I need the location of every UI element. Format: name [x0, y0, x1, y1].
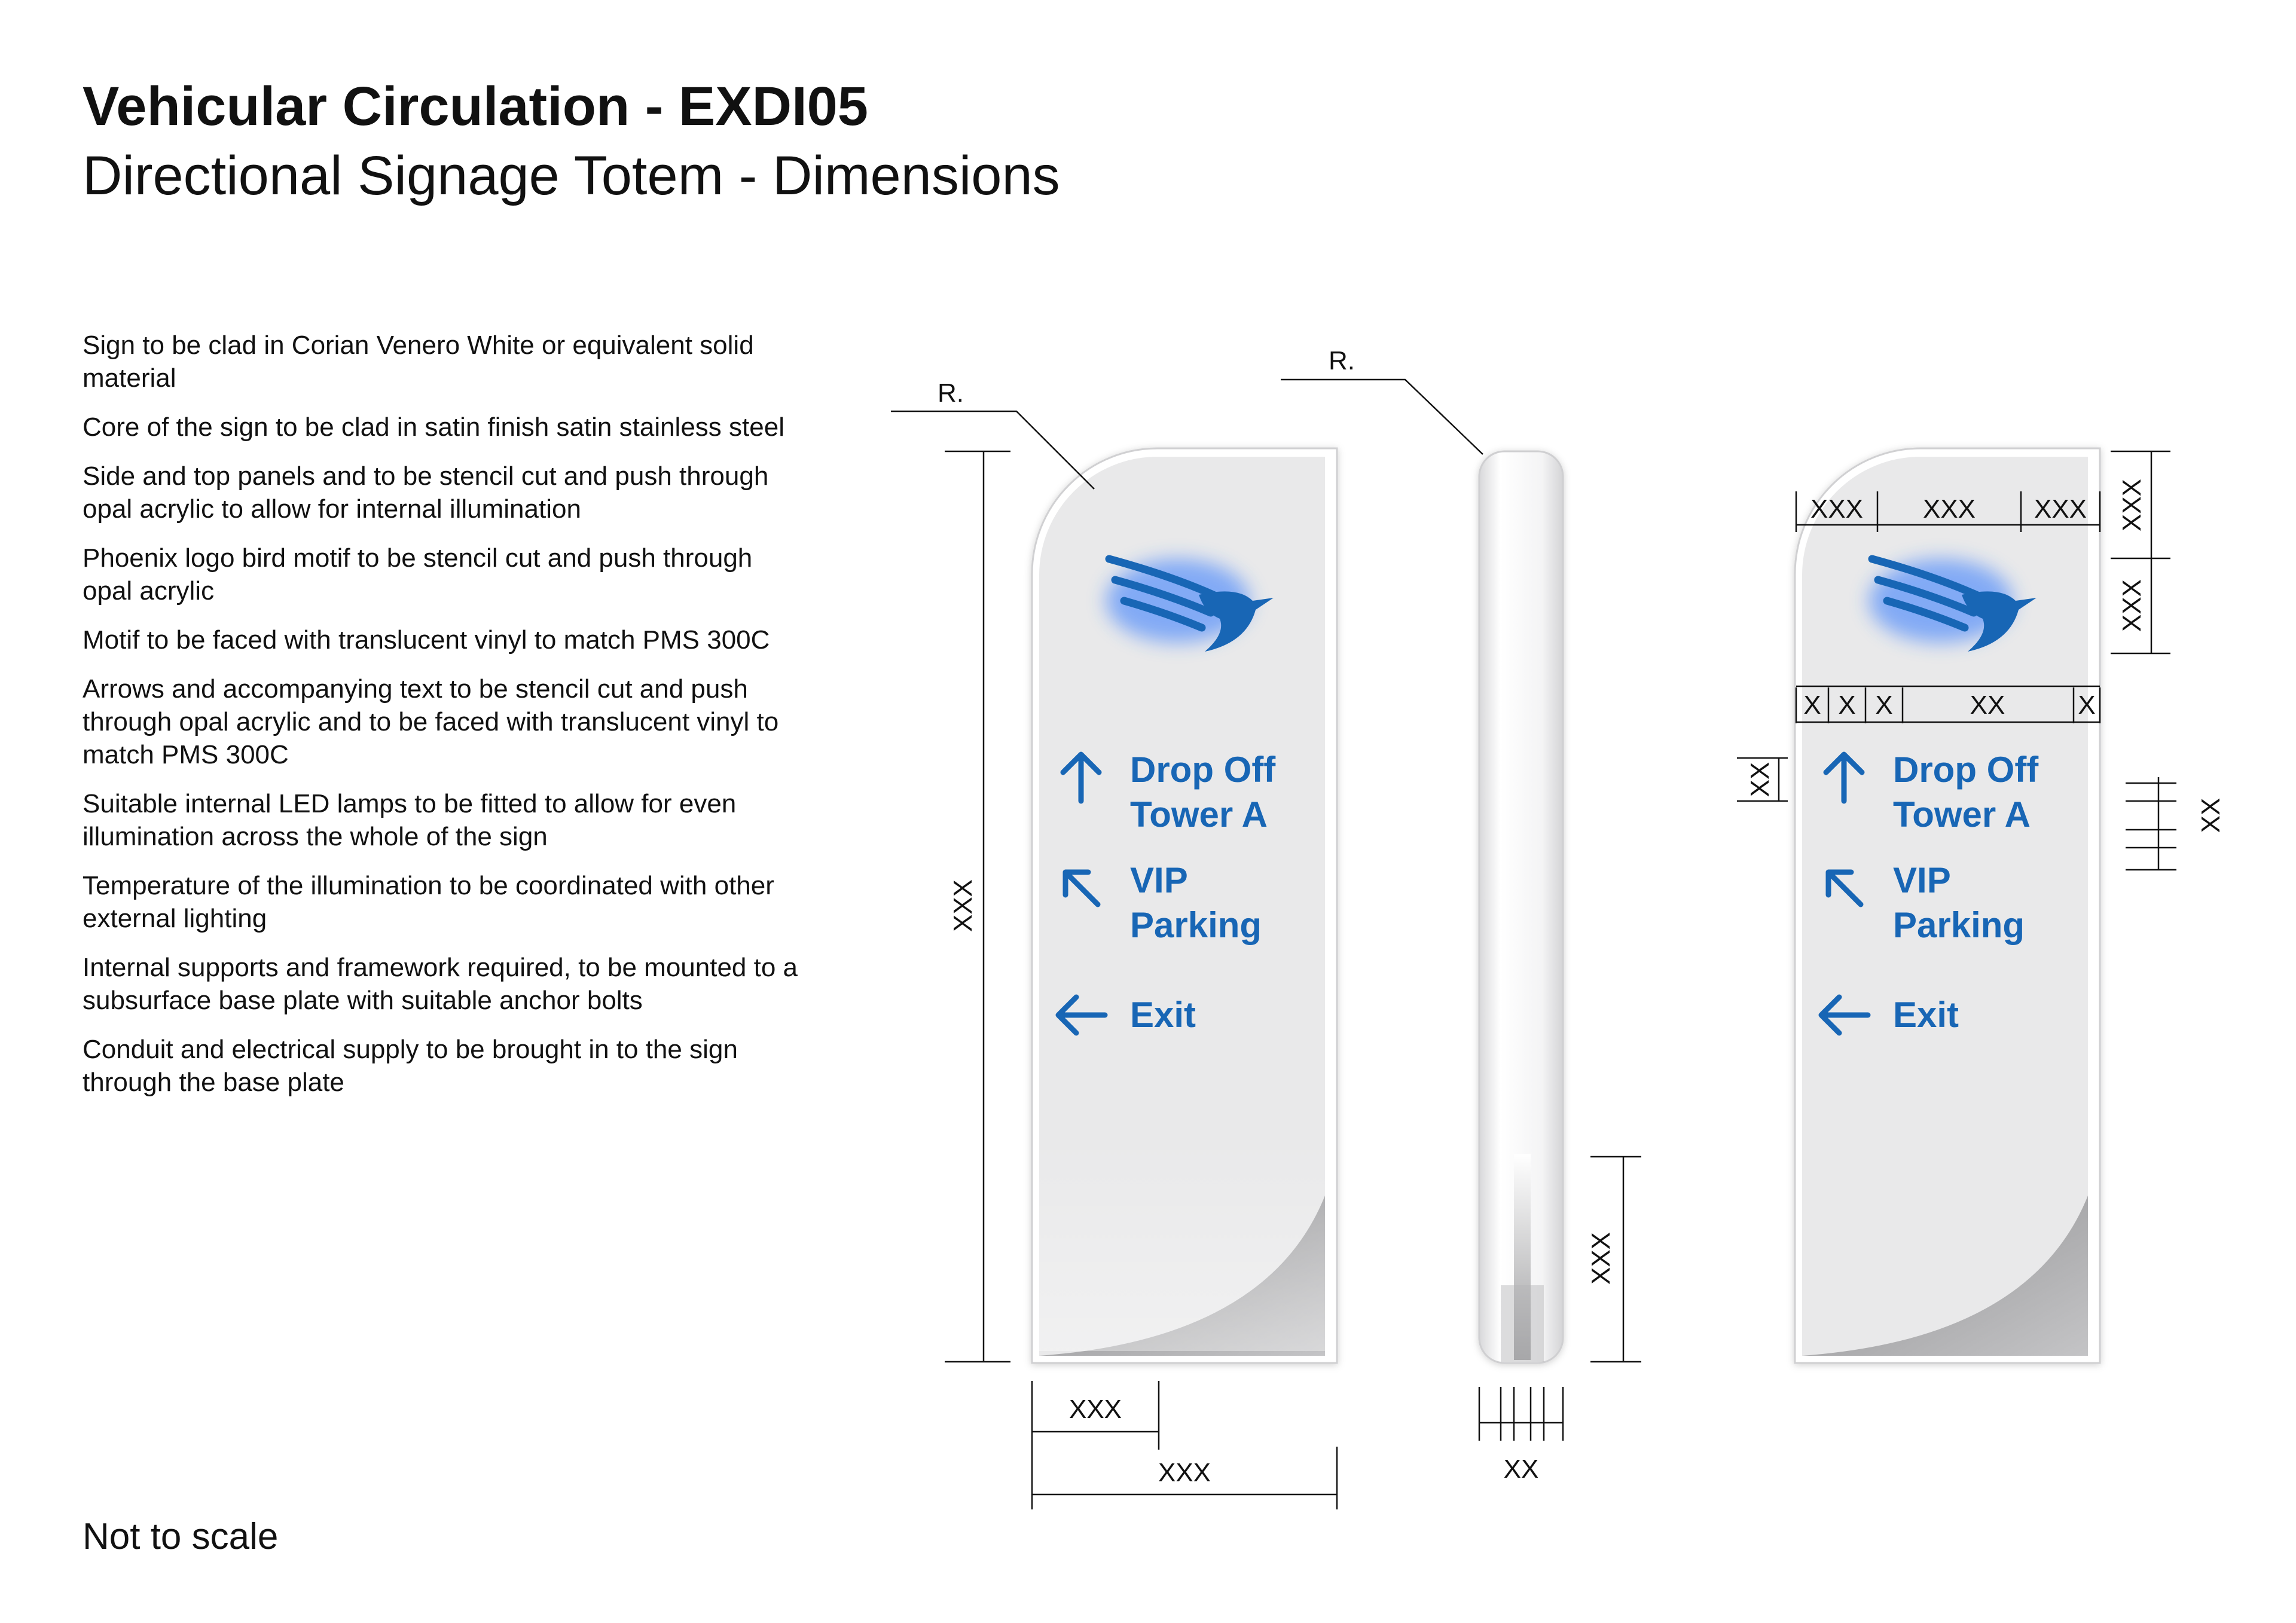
dim-label: XXX	[2034, 494, 2087, 524]
dim-label: XXX	[2117, 579, 2147, 632]
note-item: Side and top panels and to be stencil cut and push through opal acrylic to allow for internal illumination	[83, 461, 769, 524]
depth-dim-label: XX	[1503, 1454, 1539, 1484]
radius-label: R.	[938, 378, 964, 408]
note-item: Arrows and accompanying text to be stencil cut and push through opal acrylic and to be faced with translucent vinyl to match PMS 300C	[83, 674, 779, 769]
note-item: Sign to be clad in Corian Venero White or equivalent solid material	[83, 331, 754, 393]
note-item: Core of the sign to be clad in satin finish satin stainless steel	[83, 412, 784, 442]
direction-line1: Drop Off	[1893, 750, 2039, 790]
radius-callout	[1281, 380, 1483, 454]
direction-line1: VIP	[1893, 860, 1951, 900]
dim-label: X	[1838, 690, 1856, 720]
dim-label: X	[1875, 690, 1893, 720]
dim-label: XX	[1970, 690, 2005, 720]
page-subtitle: Directional Signage Totem - Dimensions	[83, 145, 1060, 206]
note-item: Suitable internal LED lamps to be fitted to allow for even illumination across the whole of the sign	[83, 789, 737, 851]
direction-line1: VIP	[1130, 860, 1188, 900]
note-item: Motif to be faced with translucent vinyl to match PMS 300C	[83, 625, 770, 655]
note-item: Temperature of the illumination to be coordinated with other external lighting	[83, 871, 774, 933]
dim-label: X	[1803, 690, 1821, 720]
direction-line1: Drop Off	[1130, 750, 1276, 790]
dim-label: XXX	[2117, 478, 2147, 532]
radius-label: R.	[1329, 346, 1355, 375]
detail-elevation	[1737, 448, 2225, 1363]
dim-label: XX	[1745, 762, 1775, 797]
dim-label: X	[2078, 690, 2096, 720]
dim-label: XX	[2196, 797, 2225, 833]
overall-width-label: XXX	[1158, 1458, 1211, 1487]
direction-line2: Parking	[1130, 905, 1262, 945]
core-height-label: XXX	[1586, 1231, 1616, 1285]
dim-label: XXX	[1810, 494, 1864, 524]
radius-width-label: XXX	[1068, 1395, 1122, 1424]
direction-line2: Tower A	[1893, 794, 2031, 835]
scale-note: Not to scale	[83, 1516, 279, 1557]
direction-line2: Tower A	[1130, 794, 1268, 835]
radius-callout	[891, 411, 1094, 489]
direction-line2: Parking	[1893, 905, 2025, 945]
page-title: Vehicular Circulation - EXDI05	[83, 76, 868, 137]
note-item: Phoenix logo bird motif to be stencil cut and push through opal acrylic	[83, 543, 753, 606]
dim-label: XXX	[1922, 494, 1976, 524]
height-dim-label: XXX	[948, 879, 978, 933]
front-elevation	[891, 378, 1337, 1509]
note-item: Internal supports and framework required, to be mounted to a subsurface base plate with suitable anchor bolts	[83, 953, 798, 1015]
direction-line1: Exit	[1130, 995, 1196, 1035]
note-item: Conduit and electrical supply to be brought in to the sign through the base plate	[83, 1035, 738, 1097]
direction-line1: Exit	[1893, 995, 1959, 1035]
